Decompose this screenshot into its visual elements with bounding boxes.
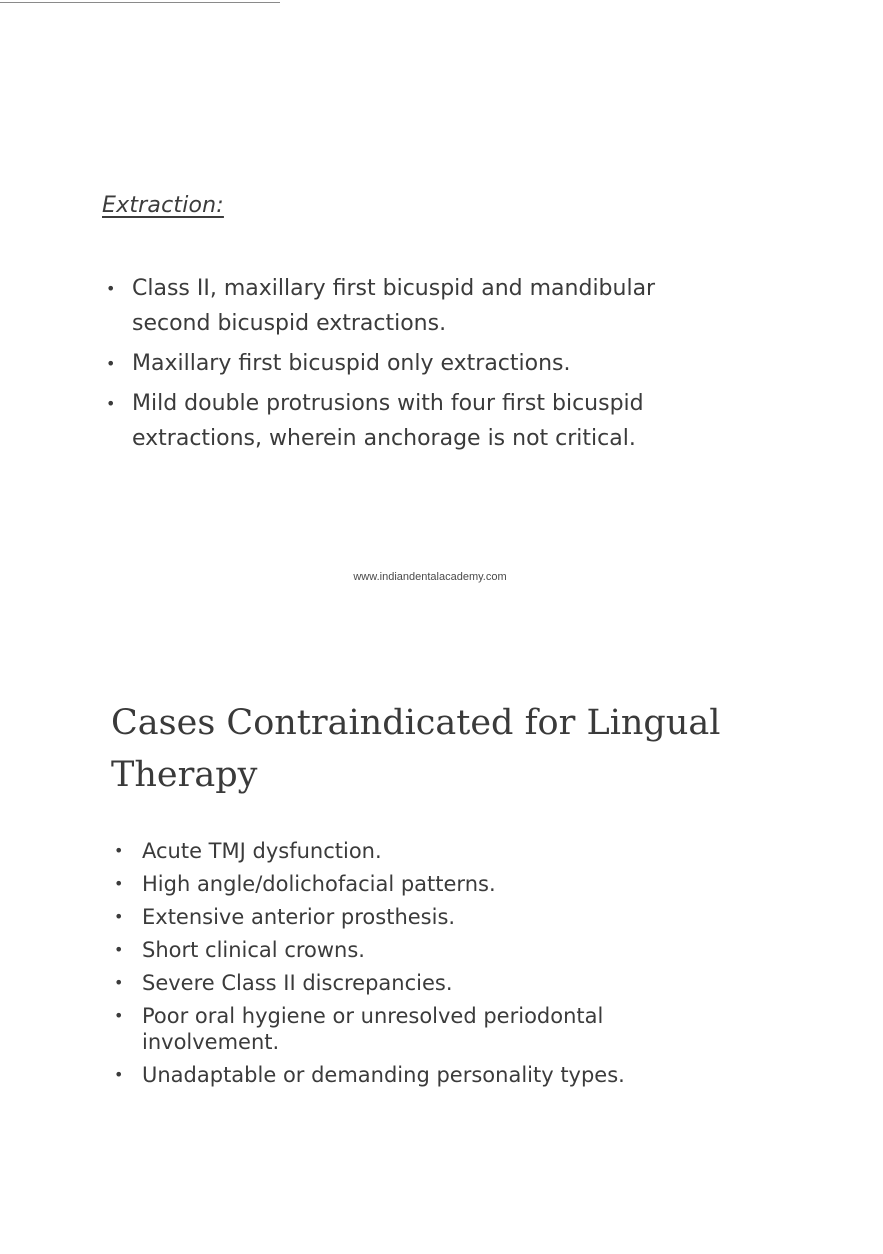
list-item-text: Acute TMJ dysfunction. [142,839,382,863]
list-item-text: High angle/dolichofacial patterns. [142,872,496,896]
list-item-text: Severe Class II discrepancies. [142,971,453,995]
bullet-icon: • [114,1065,124,1084]
list-item [100,346,720,381]
list-item-text: Extensive anterior prosthesis. [142,905,456,929]
list-item [108,1003,728,1055]
extraction-list [100,271,720,461]
list-item [100,271,720,341]
list-item [108,1062,728,1088]
list-item [100,386,720,456]
list-item [108,904,728,930]
bullet-icon: • [106,354,116,373]
list-item [108,970,728,996]
list-item-text: Maxillary first bicuspid only extractions. [132,351,571,376]
contraindications-heading: Cases Contraindicated for Lingual Therapy [111,703,721,795]
bullet-icon: • [114,1006,124,1025]
bullet-icon: • [114,841,124,860]
bullet-icon: • [106,279,116,298]
list-item-text: Class II, maxillary first bicuspid and mandibular second bicuspid extractions. [132,276,656,336]
bullet-icon: • [114,907,124,926]
bullet-icon: • [106,394,116,413]
list-item-text: Unadaptable or demanding personality types. [142,1063,625,1087]
extraction-heading: Extraction: [102,193,224,218]
contraindications-list [108,838,728,1095]
list-item-text: Mild double protrusions with four first bicuspid extractions, wherein anchorage is not critical. [132,391,644,451]
list-item [108,937,728,963]
list-item-text: Short clinical crowns. [142,938,365,962]
top-rule [0,2,280,3]
list-item [108,838,728,864]
list-item-text: Poor oral hygiene or unresolved periodontal involvement. [142,1004,604,1054]
bullet-icon: • [114,940,124,959]
bullet-icon: • [114,874,124,893]
watermark-url: www.indiandentalacademy.com [353,571,507,583]
list-item [108,871,728,897]
bullet-icon: • [114,973,124,992]
